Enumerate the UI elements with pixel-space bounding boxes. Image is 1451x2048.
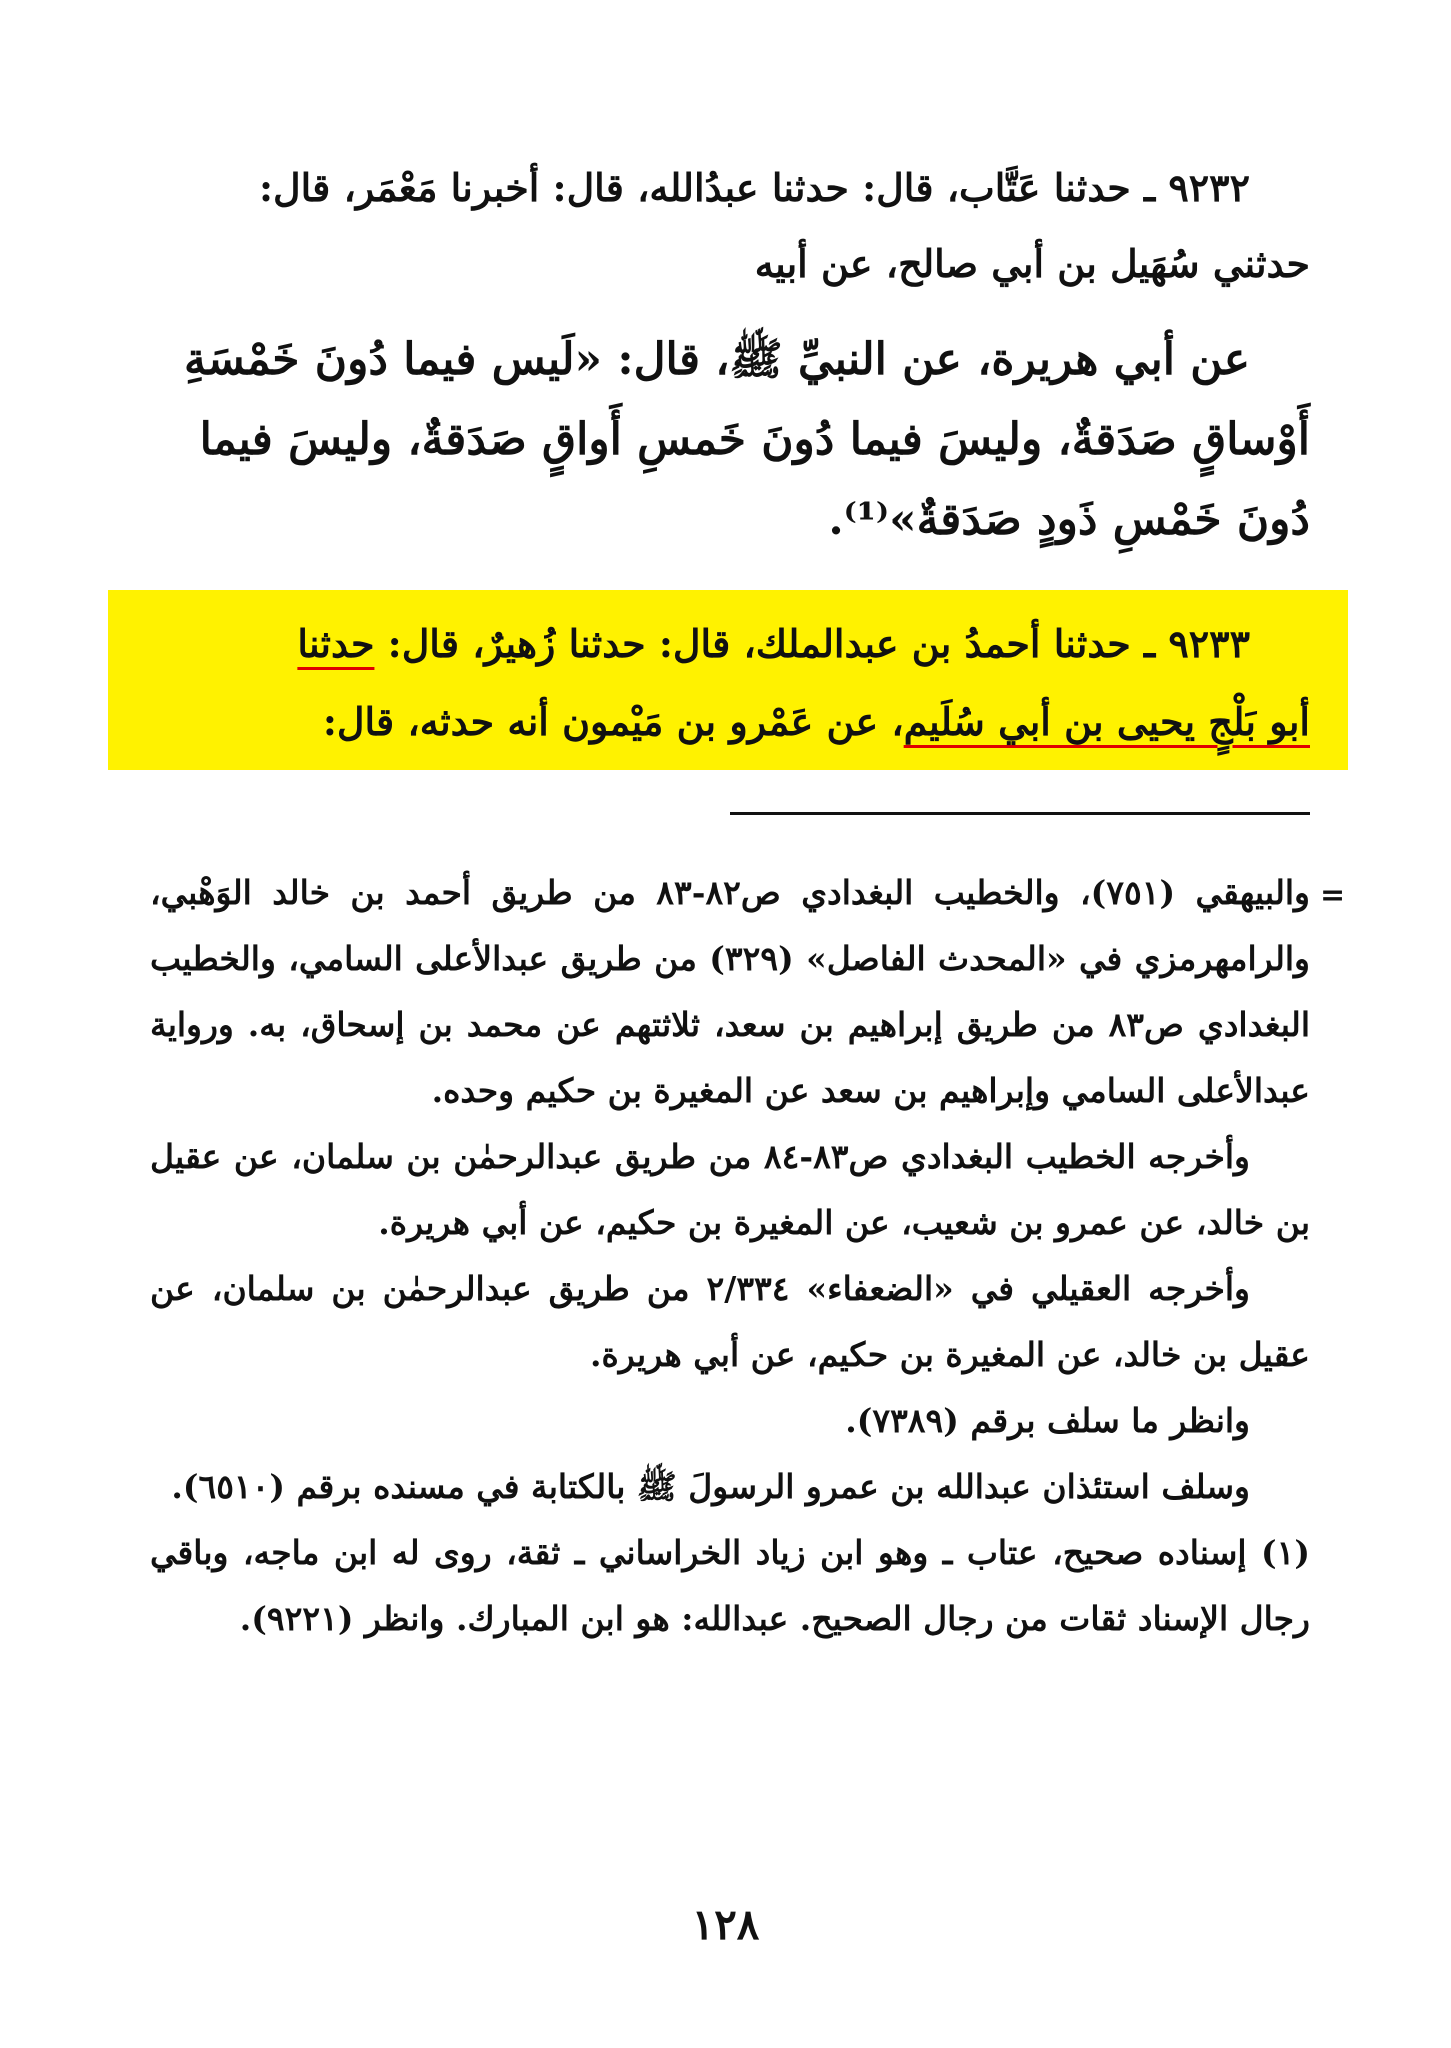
underlined-narrator-name: أبو بَلْجٍ يحيى بن أبي سُلَيم — [903, 699, 1310, 744]
highlight-line1 — [150, 605, 1310, 683]
footnote-1: (١) إسناده صحيح، عتاب ـ وهو ابن زياد الخراساني ـ ثقة، روى له ابن ماجه، وباقي رجال الإسناد ثقات من رجال الصحيح. عبدالله: هو ابن المبارك. وانظر (٩٢٢١). — [150, 1533, 1310, 1638]
footnotes — [150, 860, 1310, 1652]
footnote-paragraph-4: وانظر ما سلف برقم (٧٣٨٩). — [845, 1401, 1250, 1440]
page-number: ١٢٨ — [691, 1900, 760, 1949]
footnote-paragraph-5: وسلف استئذان عبدالله بن عمرو الرسولَ ﷺ بالكتابة في مسنده برقم (٦٥١٠). — [171, 1467, 1250, 1506]
main-text — [150, 150, 1310, 560]
hadith-9232-matn — [150, 320, 1310, 560]
highlight-line1-text: ٩٢٣٣ ـ حدثنا أحمدُ بن عبدالملك، قال: حدثنا زُهيرٌ، قال: — [374, 621, 1250, 666]
footnote-separator — [730, 812, 1310, 815]
matn-line1: عن أبي هريرة، عن النبيِّ ﷺ، قال: «لَيس فيما دُونَ خَمْسَةِ — [183, 334, 1250, 385]
footnote-paragraph-2: وأخرجه الخطيب البغدادي ص٨٣-٨٤ من طريق عبدالرحمٰن بن سلمان، عن عقيل بن خالد، عن عمرو بن شعيب، عن المغيرة بن حكيم، عن أبي هريرة. — [150, 1137, 1310, 1242]
underlined-haddathana: حدثنا — [297, 621, 375, 666]
highlight-line2 — [150, 683, 1310, 761]
matn-line2: أَوْساقٍ صَدَقةٌ، وليسَ فيما دُونَ خَمسِ أَواقٍ صَدَقةٌ، وليسَ فيما — [199, 414, 1310, 465]
matn-line3: دُونَ خَمْسِ ذَودٍ صَدَقةٌ»⁽¹⁾. — [828, 494, 1310, 545]
hadith-9232-chain — [150, 150, 1310, 302]
hadith-9232-line2: حدثني سُهَيل بن أبي صالح، عن أبيه — [754, 241, 1310, 286]
hadith-9232-line1: ٩٢٣٢ ـ حدثنا عَتَّاب، قال: حدثنا عبدُالله، قال: أخبرنا مَعْمَر، قال: — [258, 165, 1250, 210]
hadith-9233-chain — [150, 605, 1310, 761]
footnote-paragraph-3: وأخرجه العقيلي في «الضعفاء» ٢/٣٣٤ من طريق عبدالرحمٰن بن سلمان، عن عقيل بن خالد، عن المغيرة بن حكيم، عن أبي هريرة. — [150, 1269, 1310, 1374]
highlight-line2-text: ، عن عَمْرو بن مَيْمون أنه حدثه، قال: — [322, 699, 904, 744]
footnote-paragraph-1: والبيهقي (٧٥١)، والخطيب البغدادي ص٨٢-٨٣ من طريق أحمد بن خالد الوَهْبي، والرامهرمزي في «المحدث الفاصل» (٣٢٩) من طريق عبدالأعلى السامي، والخطيب البغدادي ص٨٣ من طريق إبراهيم بن سعد، ثلاثتهم عن محمد بن إسحاق، به. ورواية عبدالأعلى السامي وإبراهيم بن سعد عن المغيرة بن حكيم وحده. — [150, 873, 1310, 1110]
footnote-continuation-mark: = — [1320, 878, 1346, 913]
